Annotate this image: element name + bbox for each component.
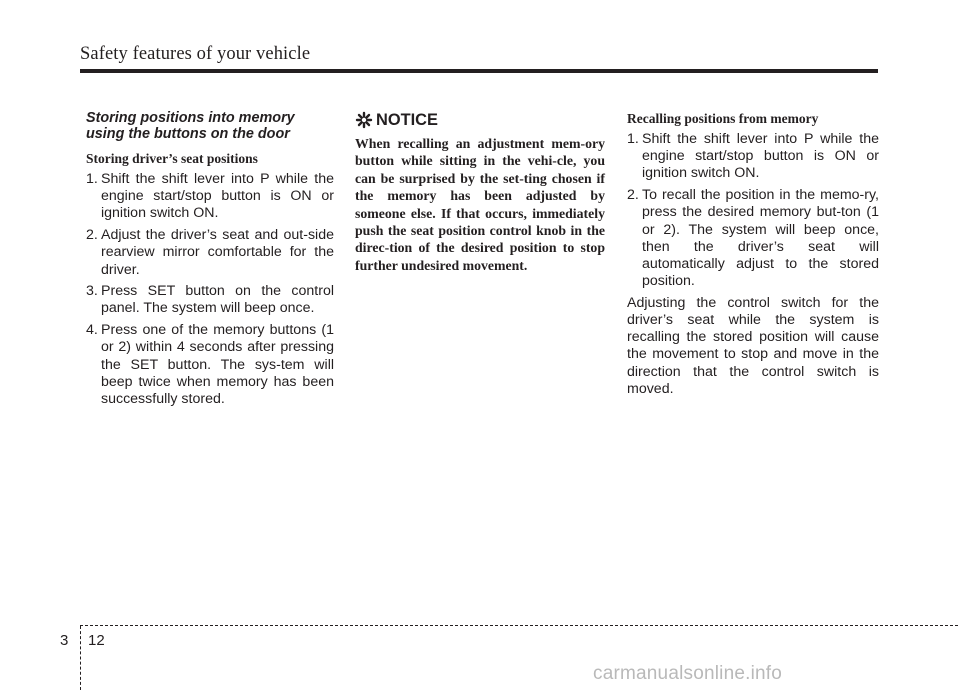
page-header-title: Safety features of your vehicle bbox=[80, 44, 311, 64]
page-number: 12 bbox=[88, 632, 105, 649]
footer-divider bbox=[80, 626, 81, 690]
step-number: 1. bbox=[627, 131, 639, 147]
asterisk-notice-icon bbox=[355, 111, 373, 129]
subheading-storing-seat: Storing driver’s seat positions bbox=[86, 151, 258, 166]
step-number: 3. bbox=[86, 283, 98, 300]
list-item bbox=[627, 187, 879, 290]
storing-steps-list bbox=[86, 171, 334, 408]
list-item bbox=[627, 131, 879, 183]
list-item bbox=[86, 171, 334, 223]
step-text: Press one of the memory buttons (1 or 2) within 4 seconds after pressing the SET button. The sys-tem will beep twice when memory has been successfully stored. bbox=[101, 322, 334, 407]
right-column bbox=[627, 110, 879, 398]
step-text: Shift the shift lever into P while the engine start/stop button is ON or ignition switch ON. bbox=[642, 131, 879, 182]
step-number: 2. bbox=[627, 187, 639, 204]
notice-text: When recalling an adjustment mem-ory button while sitting in the vehi-cle, you can be surprised by the set-ting chosen if the memory has been adjusted by someone else. If that occurs, immediately push the seat position control knob in the direc-tion of the desired position to stop further undesired movement. bbox=[355, 136, 605, 273]
middle-column bbox=[355, 110, 605, 274]
notice-heading bbox=[355, 110, 605, 130]
list-item bbox=[86, 322, 334, 408]
left-column bbox=[86, 110, 334, 413]
list-item bbox=[86, 283, 334, 317]
notice-title: NOTICE bbox=[376, 111, 438, 129]
step-text: Shift the shift lever into P while the engine start/stop button is ON or ignition switch ON. bbox=[101, 171, 334, 222]
step-number: 1. bbox=[86, 171, 98, 187]
step-number: 2. bbox=[86, 227, 98, 244]
section-heading-storing bbox=[86, 110, 334, 142]
footer-rule bbox=[80, 625, 958, 626]
step-number: 4. bbox=[86, 322, 98, 339]
header-rule bbox=[80, 69, 878, 73]
step-text: Adjust the driver’s seat and out-side rearview mirror comfortable for the driver. bbox=[101, 227, 334, 278]
recalling-steps-list bbox=[627, 131, 879, 290]
watermark: carmanualsonline.info bbox=[593, 663, 783, 684]
recalling-paragraph: Adjusting the control switch for the driver’s seat while the system is recalling the stored position will cause the movement to stop and move in the direction that the control switch is moved. bbox=[627, 294, 879, 397]
subheading-recalling: Recalling positions from memory bbox=[627, 111, 819, 126]
list-item bbox=[86, 227, 334, 279]
step-text: To recall the position in the memo-ry, press the desired memory but-ton (1 or 2). The system will beep once, then the driver’s seat will automatically adjust to the stored position. bbox=[642, 187, 879, 290]
step-text: Press SET button on the control panel. The system will beep once. bbox=[101, 283, 334, 317]
section-heading-line1: Storing positions into memory bbox=[86, 110, 295, 126]
section-heading-line2: using the buttons on the door bbox=[86, 126, 290, 142]
chapter-number: 3 bbox=[60, 632, 69, 649]
